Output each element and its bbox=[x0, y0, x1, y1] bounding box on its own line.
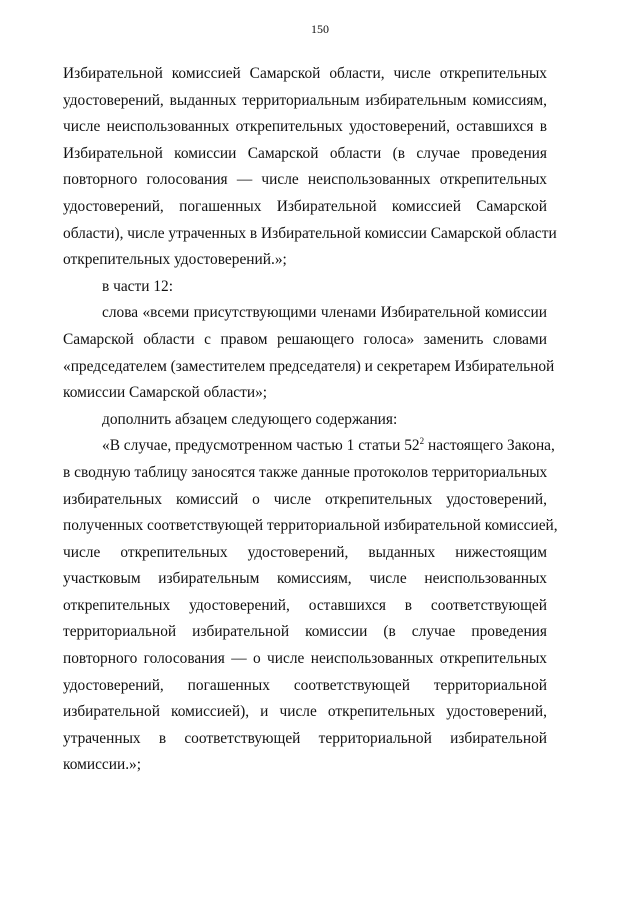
text-line: дополнить абзацем следующего содержания: bbox=[102, 410, 398, 428]
text-line: «председателем (заместителем председателя) и секретарем Избирательной bbox=[63, 357, 555, 375]
paragraph-5 bbox=[63, 433, 558, 779]
text-line: утраченных в соответствующей территориальной избирательной bbox=[63, 729, 547, 747]
paragraph-3 bbox=[63, 300, 555, 406]
text-line: комиссии Самарской области»; bbox=[63, 384, 268, 402]
paragraph-1 bbox=[63, 61, 557, 274]
text-line: комиссии.»; bbox=[63, 756, 142, 774]
document-body bbox=[63, 61, 558, 779]
text-line: повторного голосования — числе неиспользованных открепительных bbox=[63, 171, 547, 189]
text-line: удостоверений, погашенных соответствующей территориальной bbox=[63, 676, 547, 694]
text-line: Самарской области с правом решающего голоса» заменить словами bbox=[63, 330, 547, 348]
text-line: числе неиспользованных открепительных удостоверений, оставшихся в bbox=[63, 118, 547, 136]
paragraph-4 bbox=[63, 407, 547, 434]
page-number: 150 bbox=[311, 22, 329, 36]
text-fragment: «В случае, предусмотренном частью 1 статьи 52 bbox=[102, 437, 420, 455]
text-line: в части 12: bbox=[102, 277, 173, 295]
text-line: территориальной избирательной комиссии (в случае проведения bbox=[63, 623, 547, 641]
text-line: числе открепительных удостоверений, выданных нижестоящим bbox=[63, 543, 547, 561]
text-line: избирательных комиссий о числе открепительных удостоверений, bbox=[63, 490, 547, 508]
text-line: Избирательной комиссией Самарской области, числе открепительных bbox=[63, 65, 547, 82]
text-line: Избирательной комиссии Самарской области (в случае проведения bbox=[63, 144, 547, 162]
text-line: избирательной комиссией), и числе открепительных удостоверений, bbox=[63, 703, 547, 721]
text-line: области), числе утраченных в Избирательной комиссии Самарской области bbox=[63, 224, 557, 242]
text-line: полученных соответствующей территориальной избирательной комиссией, bbox=[63, 517, 558, 535]
text-line: участковым избирательным комиссиям, числе неиспользованных bbox=[63, 570, 547, 588]
text-fragment: настоящего Закона, bbox=[424, 437, 555, 455]
paragraph-2 bbox=[63, 274, 547, 301]
text-line bbox=[63, 433, 555, 460]
superscript: 2 bbox=[419, 436, 425, 447]
text-line: открепительных удостоверений, оставшихся в соответствующей bbox=[63, 596, 547, 614]
text-line: удостоверений, погашенных Избирательной комиссией Самарской bbox=[63, 197, 547, 215]
text-line: открепительных удостоверений.»; bbox=[63, 251, 287, 269]
text-line: удостоверений, выданных территориальным избирательным комиссиям, bbox=[63, 91, 547, 109]
text-line: слова «всеми присутствующими членами Избирательной комиссии bbox=[102, 304, 547, 322]
text-line: в сводную таблицу заносятся также данные протоколов территориальных bbox=[63, 463, 548, 481]
text-line: повторного голосования — о числе неиспользованных открепительных bbox=[63, 650, 547, 668]
